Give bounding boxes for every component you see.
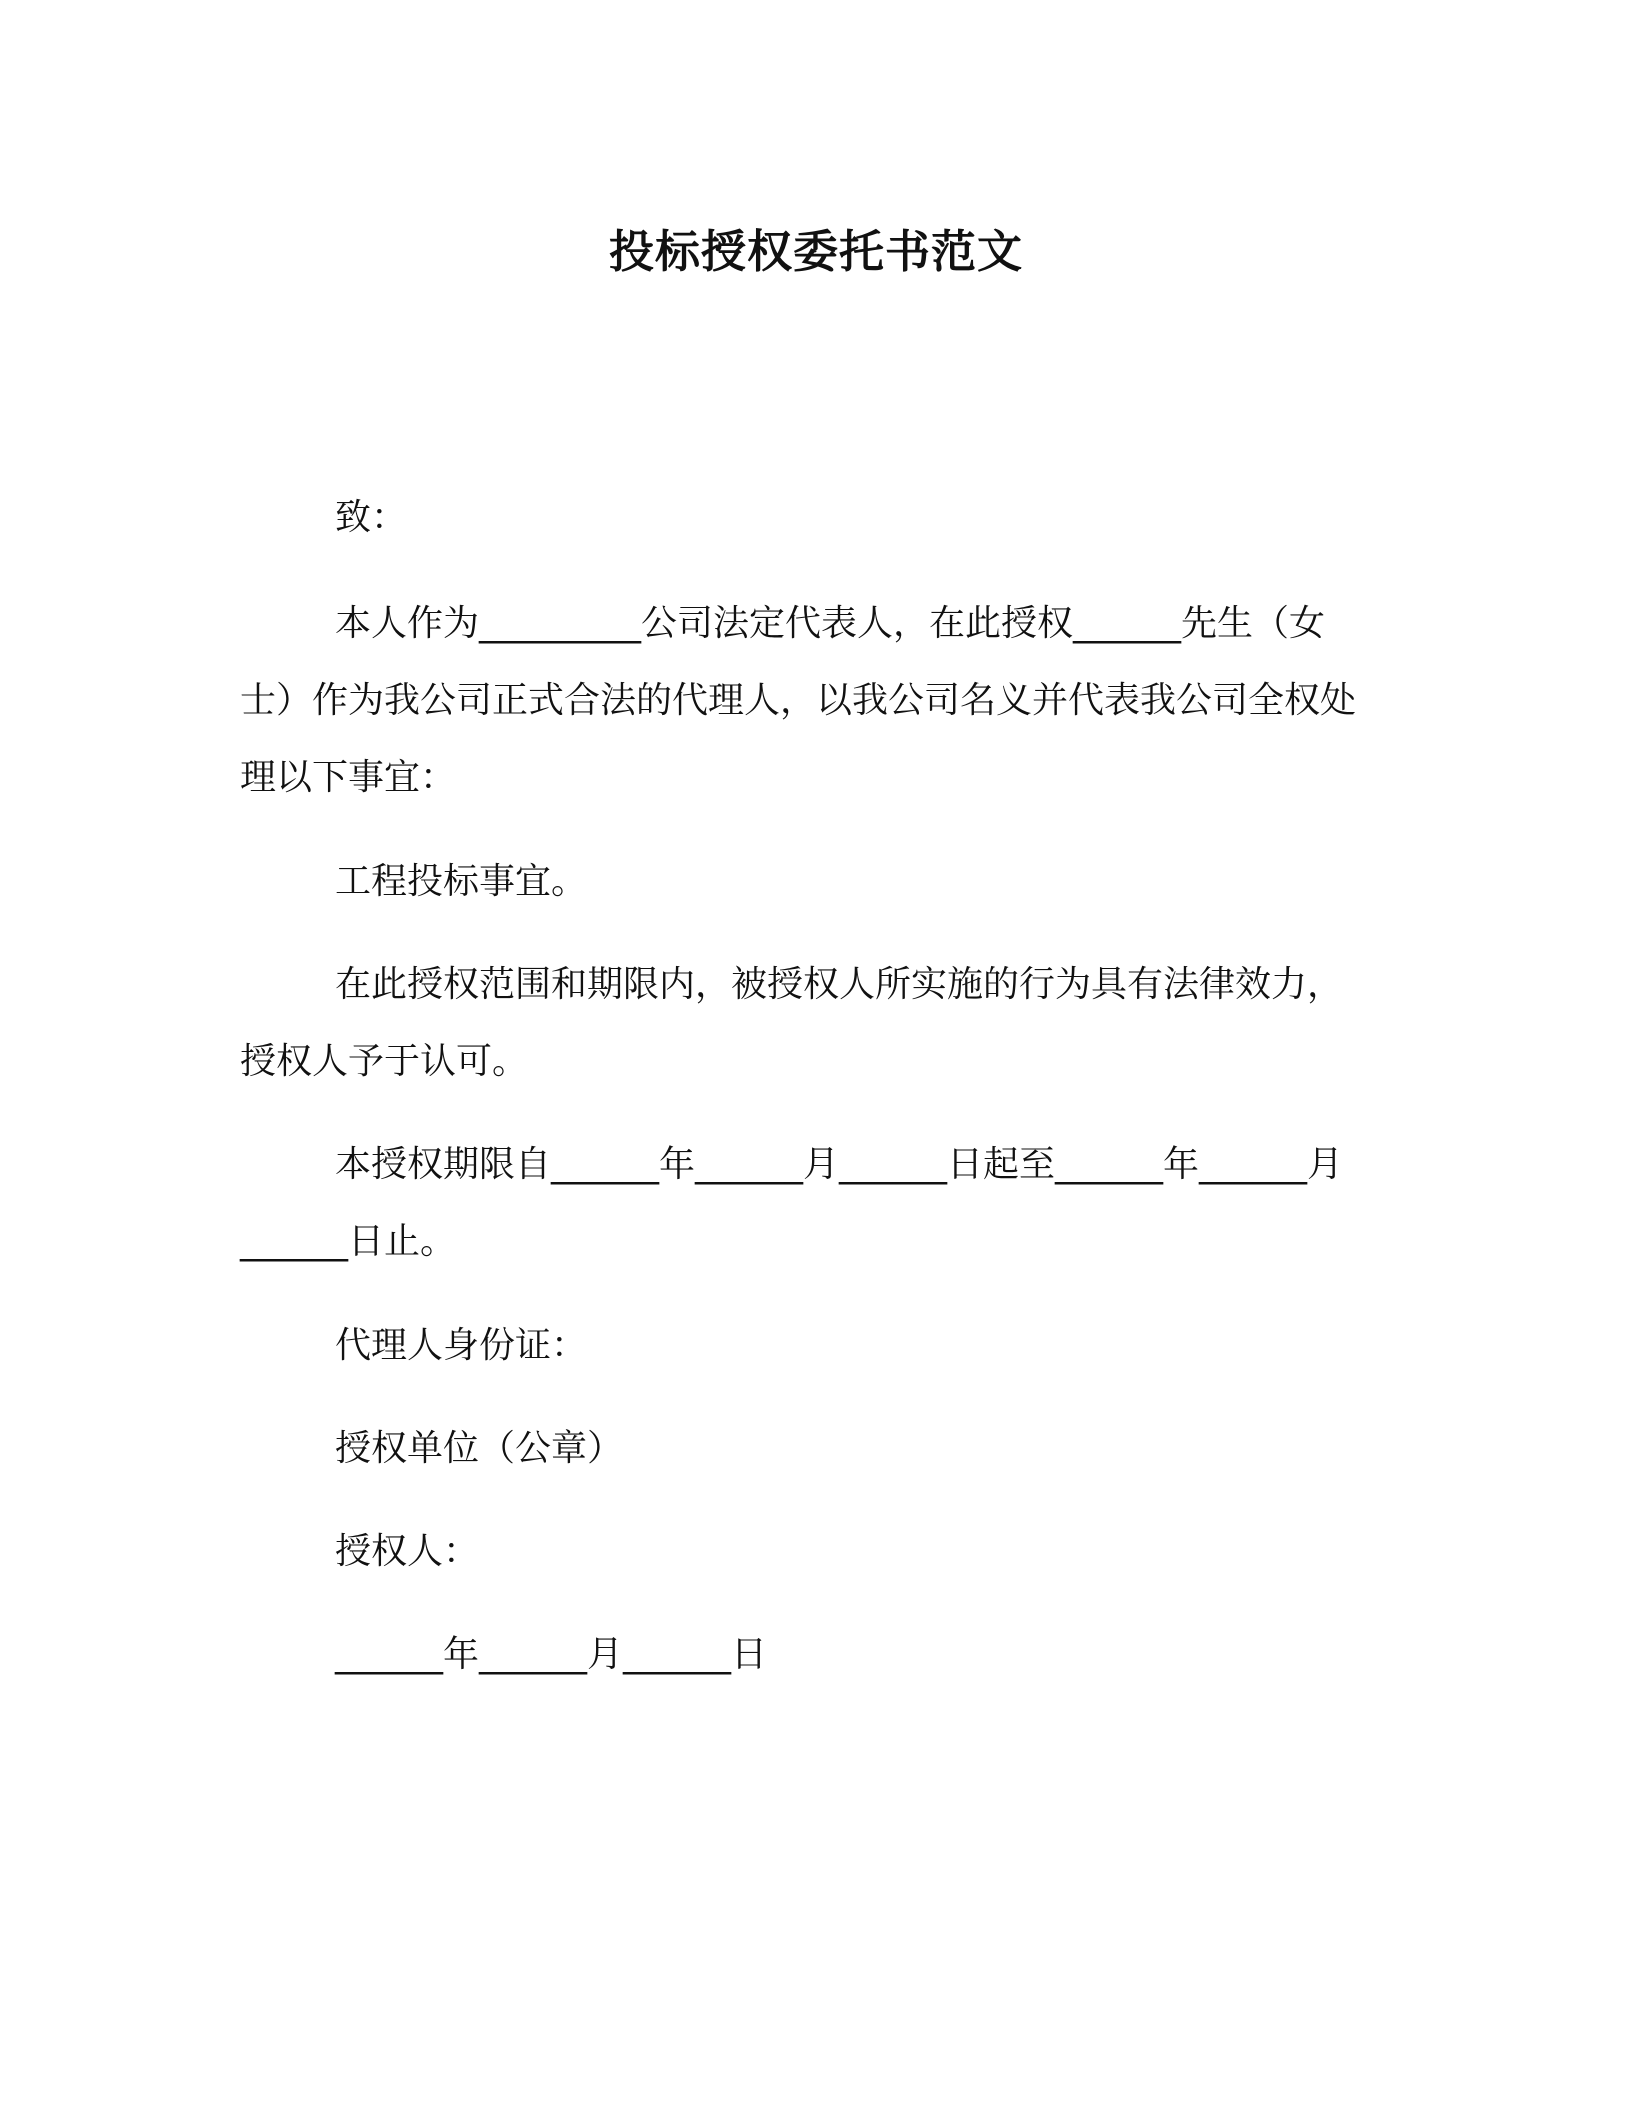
period-paragraph: 本授权期限自______年______月______日起至______年______月______日止。 — [240, 1144, 1344, 1262]
document-title: 投标授权委托书范文 — [608, 225, 1023, 278]
validity-paragraph: 在此授权范围和期限内，被授权人所实施的行为具有法律效力，授权人予于认可。 — [240, 964, 1344, 1082]
authorizing-unit-label: 授权单位（公章） — [335, 1428, 624, 1469]
authorization-paragraph: 本人作为_________公司法定代表人，在此授权______先生（女士）作为我公司正式合法的代理人，以我公司名义并代表我公司全权处理以下事宜： — [240, 603, 1357, 798]
to-line: 致： — [335, 497, 408, 538]
authorizer-label: 授权人： — [335, 1531, 480, 1572]
date-line: ______年______月______日 — [335, 1634, 768, 1675]
agent-id-label: 代理人身份证： — [335, 1325, 588, 1366]
matter-line: 工程投标事宜。 — [335, 861, 588, 902]
